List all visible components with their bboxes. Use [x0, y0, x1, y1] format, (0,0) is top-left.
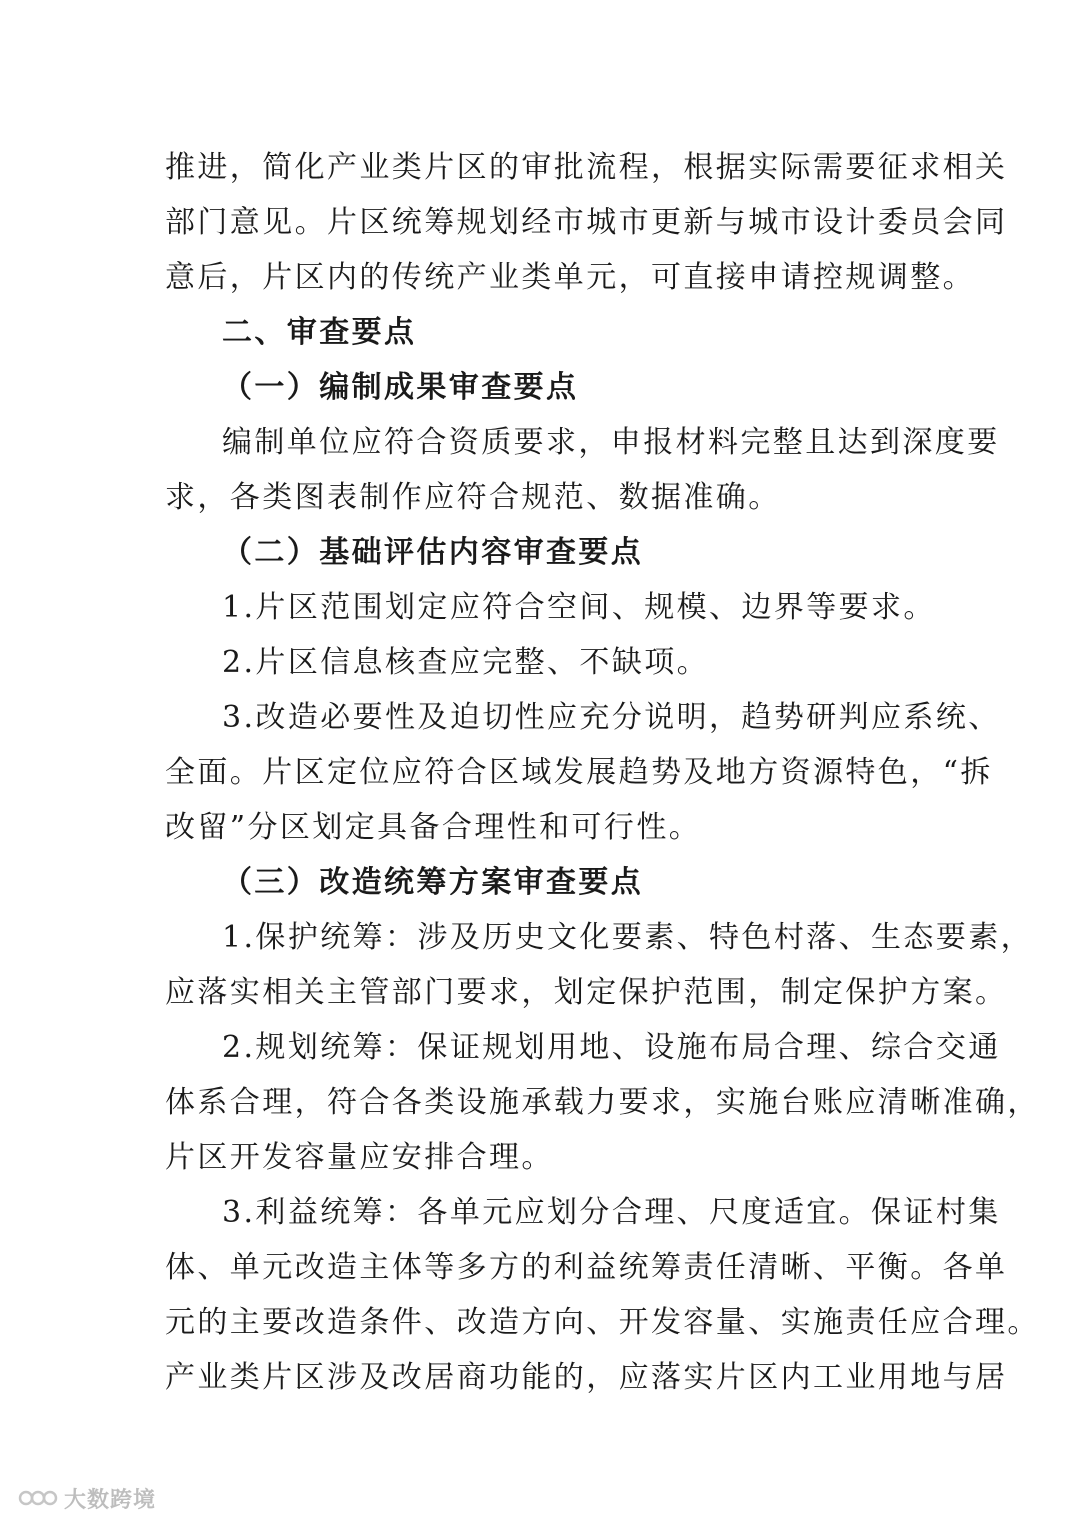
body-line: 部门意见。片区统筹规划经市城市更新与城市设计委员会同 — [165, 205, 1008, 240]
body-line: 体系合理，符合各类设施承载力要求，实施台账应清晰准确， — [165, 1085, 1040, 1120]
list-item: 1.保护统筹：涉及历史文化要素、特色村落、生态要素， — [222, 920, 1034, 955]
subsection-heading: （三）改造统筹方案审查要点 — [222, 865, 644, 900]
section-heading: 二、审查要点 — [222, 315, 417, 350]
subsection-heading: （一）编制成果审查要点 — [222, 370, 579, 405]
body-line: 推进，简化产业类片区的审批流程，根据实际需要征求相关 — [165, 150, 1008, 185]
body-line: 全面。片区定位应符合区域发展趋势及地方资源特色，“拆 — [165, 755, 993, 790]
body-line: 体、单元改造主体等多方的利益统筹责任清晰、平衡。各单 — [165, 1250, 1008, 1285]
body-line: 改留”分区划定具备合理性和可行性。 — [165, 810, 702, 845]
body-line: 编制单位应符合资质要求，申报材料完整且达到深度要 — [222, 425, 1000, 460]
list-item: 2.片区信息核查应完整、不缺项。 — [222, 645, 710, 680]
body-line: 片区开发容量应安排合理。 — [165, 1140, 554, 1175]
list-item: 2.规划统筹：保证规划用地、设施布局合理、综合交通 — [222, 1030, 1001, 1065]
body-line: 意后，片区内的传统产业类单元，可直接申请控规调整。 — [165, 260, 975, 295]
watermark — [18, 1482, 156, 1514]
list-item: 1.片区范围划定应符合空间、规模、边界等要求。 — [222, 590, 936, 625]
subsection-heading: （二）基础评估内容审查要点 — [222, 535, 644, 570]
body-line: 应落实相关主管部门要求，划定保护范围，制定保护方案。 — [165, 975, 1008, 1010]
list-item: 3.利益统筹：各单元应划分合理、尺度适宜。保证村集 — [222, 1195, 1001, 1230]
logo-icon — [18, 1485, 58, 1511]
watermark-text: 大数跨境 — [64, 1487, 157, 1513]
body-line: 求，各类图表制作应符合规范、数据准确。 — [165, 480, 781, 515]
list-item: 3.改造必要性及迫切性应充分说明，趋势研判应系统、 — [222, 700, 1001, 735]
body-line: 元的主要改造条件、改造方向、开发容量、实施责任应合理。 — [165, 1305, 1040, 1340]
body-line: 产业类片区涉及改居商功能的，应落实片区内工业用地与居 — [165, 1360, 1008, 1395]
